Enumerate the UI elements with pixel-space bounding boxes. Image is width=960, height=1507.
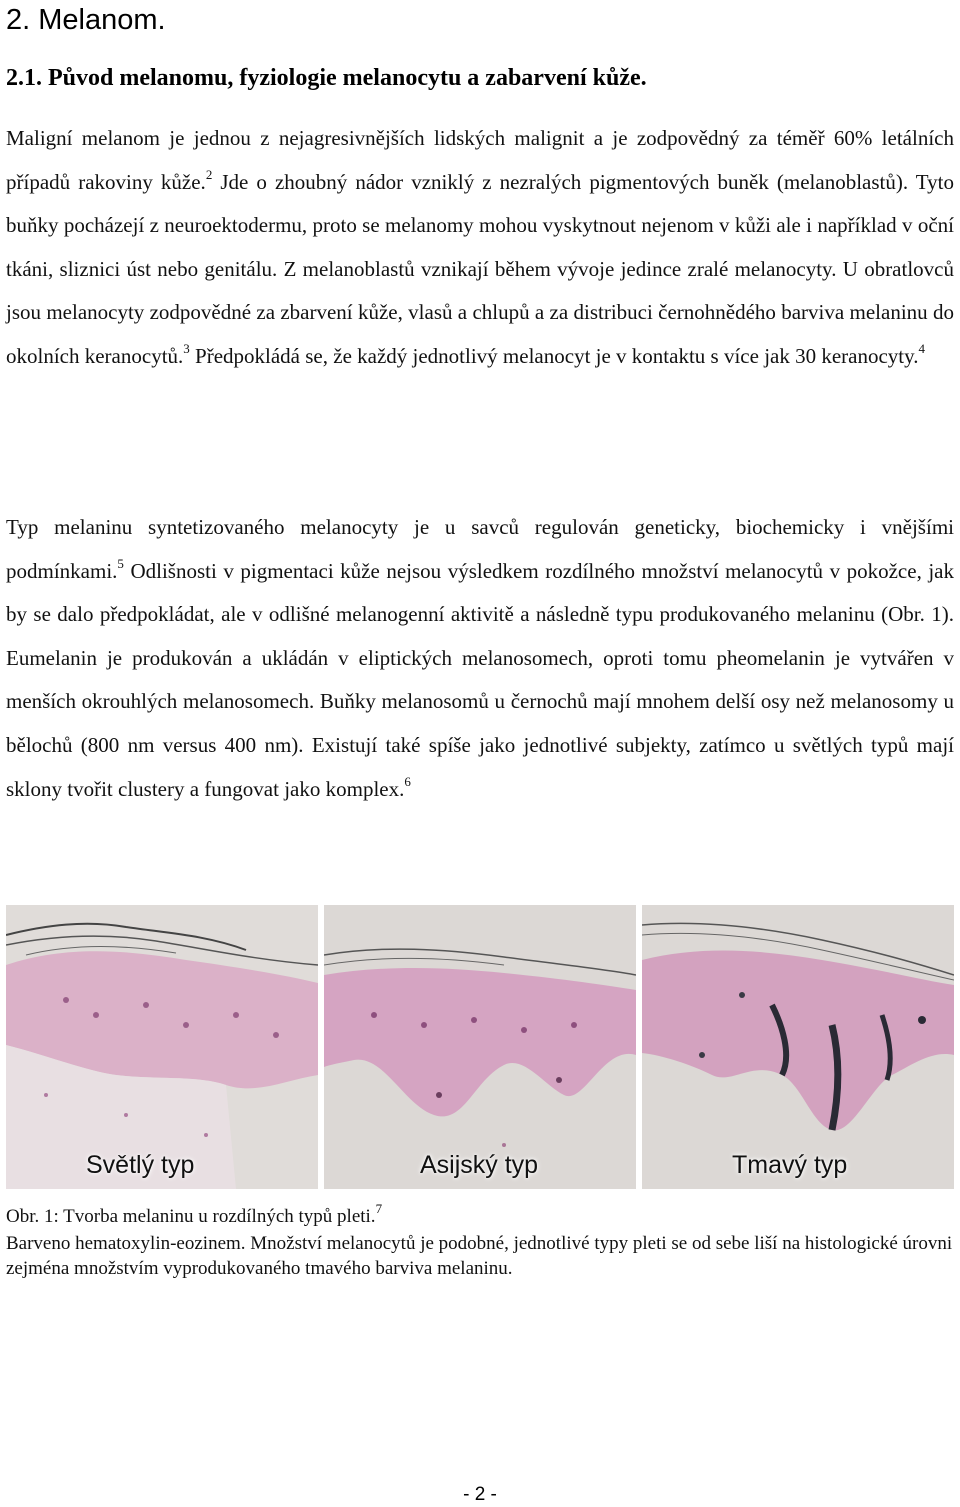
citation-ref: 4 (918, 340, 926, 356)
subsection-heading: 2.1. Původ melanomu, fyziologie melanocytu a zabarvení kůže. (6, 65, 647, 91)
caption-text: Obr. 1: Tvorba melaninu u rozdílných typů pleti. (6, 1206, 376, 1227)
section-heading: 2. Melanom. (6, 4, 166, 36)
citation-ref: 2 (205, 166, 213, 182)
paragraph-text: Maligní melanom je jednou z nejagresivnějších lidských malignit a je zodpovědný za téměř 60% letálních případů rakoviny kůže. (6, 126, 954, 194)
paragraph-text: Předpokládá se, že každý jednotlivý melanocyt je v kontaktu s více jak 30 keranocyty. (189, 343, 919, 368)
paragraph-melanin-type (6, 506, 954, 811)
paragraph-text: Typ melaninu syntetizovaného melanocyty je u savců regulován geneticky, biochemicky i vnějšími podmínkami. (6, 515, 954, 583)
tissue-image-asian (324, 905, 636, 1189)
histology-panel-asian (324, 905, 636, 1189)
paragraph-text: Jde o zhoubný nádor vzniklý z nezralých pigmentových buněk (melanoblastů). Tyto buňky pocházejí z neuroektodermu, proto se melanomy mohou vyskytnout nejenom v kůži ale i například v oční tkáni, sliznici úst nebo genitálu. Z melanoblastů vznikají během vývoje jedince zralé melanocyty. U obratlovců jsou melanocyty zodpovědné za zbarvení kůže, vlasů a chlupů a za distribuci černohnědého barviva melaninu do okolních keranocytů. (6, 169, 954, 368)
citation-ref: 7 (375, 1200, 383, 1216)
histology-panel-light (6, 905, 318, 1189)
histology-panel-dark (642, 905, 954, 1189)
panel-label: Asijský typ (420, 1151, 539, 1179)
figure-caption (6, 1200, 956, 1229)
panel-label: Tmavý typ (732, 1151, 848, 1179)
citation-ref: 5 (117, 555, 124, 571)
panel-label: Světlý typ (86, 1151, 195, 1179)
citation-ref: 3 (183, 340, 190, 356)
tissue-image-dark (642, 905, 954, 1189)
citation-ref: 6 (404, 773, 411, 789)
figure-caption-detail: Barveno hematoxylin-eozinem. Množství melanocytů je podobné, jednotlivé typy pleti se od sebe liší na histologické úrovni zejména množstvím vyprodukovaného tmavého barviva melaninu. (6, 1233, 953, 1279)
paragraph-text: Odlišnosti v pigmentaci kůže nejsou výsledkem rozdílného množství melanocytů v pokožce, jak by se dalo předpokládat, ale v odlišné melanogenní aktivitě a následně typu produkovaného melaninu (Obr. 1). Eumelanin je produkován a ukládán v eliptických melanosomech, oproti tomu pheomelanin je vytvářen v menších okrouhlých melanosomech. Buňky melanosomů u černochů mají mnohem delší osy než melanosomy u bělochů (800 nm versus 400 nm). Existují také spíše jako jednotlivé subjekty, zatímco u světlých typů mají sklony tvořit clustery a fungovat jako komplex. (6, 558, 954, 801)
paragraph-origin (6, 117, 954, 379)
page-number: - 2 - (463, 1484, 497, 1505)
histology-figure (6, 905, 954, 1189)
tissue-image-light (6, 905, 318, 1189)
